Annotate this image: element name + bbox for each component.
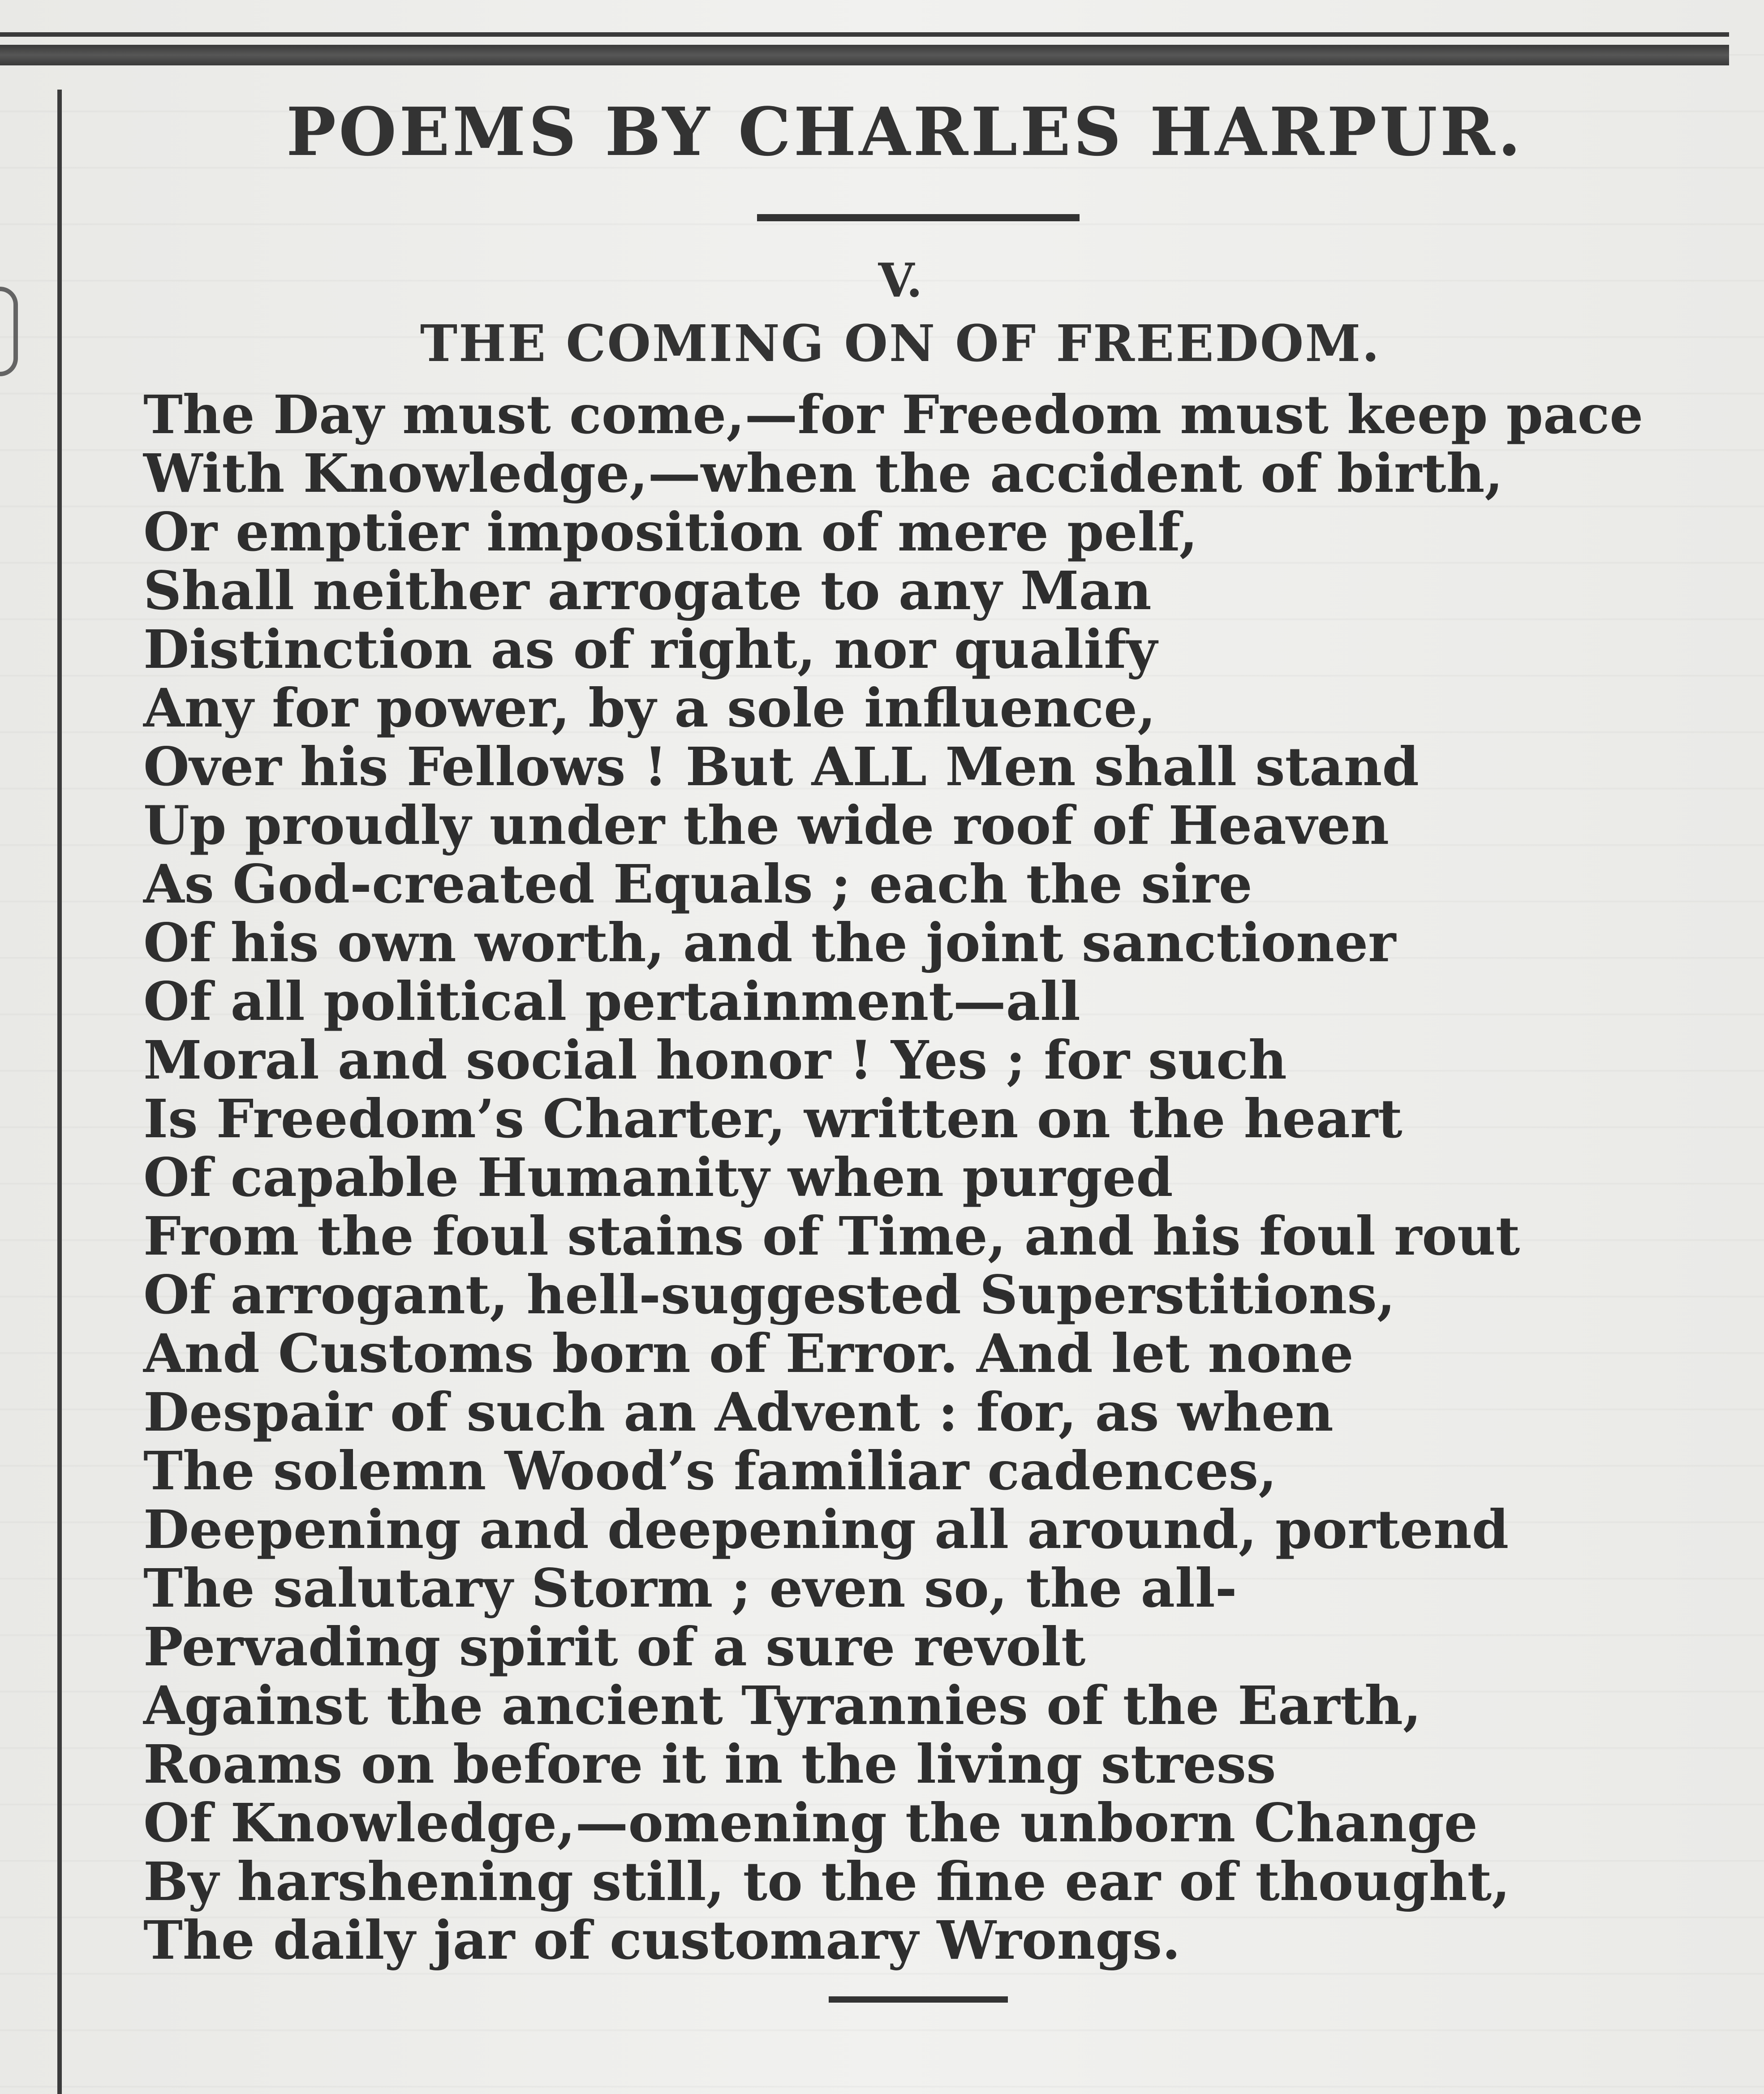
poem-line: The solemn Wood’s familiar cadences, [143,1440,1277,1502]
poem-line: As God-created Equals ; each the sire [143,853,1252,915]
poem-line: From the foul stains of Time, and his foul rout [143,1205,1520,1267]
column-rule [57,90,62,2094]
article [116,93,1684,2003]
poem-number: V. [878,253,923,308]
poem-line: Moral and social honor ! Yes ; for such [143,1029,1287,1091]
poem-line: Shall neither arrogate to any Man [143,559,1152,622]
top-rule-thin [0,32,1729,37]
poem-line: Deepening and deepening all around, portend [143,1498,1509,1561]
poem-line: Of his own worth, and the joint sanctioner [143,912,1396,974]
page-title: POEMS BY CHARLES HARPUR. [286,93,1524,171]
poem-line: With Knowledge,—when the accident of birth, [143,442,1503,504]
poem-line: Against the ancient Tyrannies of the Earth, [143,1674,1421,1737]
poem-line: Roams on before it in the living stress [143,1733,1276,1795]
poem-line: Is Freedom’s Charter, written on the heart [143,1088,1403,1150]
poem-title: THE COMING ON OF FREEDOM. [420,314,1381,373]
poem-line: Any for power, by a sole influence, [143,677,1156,739]
end-divider [829,1996,1008,2003]
poem-line: And Customs born of Error. And let none [143,1322,1354,1385]
poem-line: The daily jar of customary Wrongs. [143,1909,1181,1971]
poem-line: Pervading spirit of a sure revolt [143,1616,1086,1678]
title-divider [757,214,1080,221]
poem-line: Of arrogant, hell-suggested Superstitions, [143,1264,1395,1326]
top-rule-thick [0,45,1729,65]
poem-line: The Day must come,—for Freedom must keep pace [143,383,1644,446]
poem-line: Up proudly under the wide roof of Heaven [143,794,1390,856]
poem-line: Of all political pertainment—all [143,970,1080,1032]
poem-line: Of capable Humanity when purged [143,1146,1173,1208]
poem-line: Of Knowledge,—omening the unborn Change [143,1792,1478,1854]
poem-body [143,385,1684,1969]
poem-line: Distinction as of right, nor qualify [143,618,1157,680]
poem-line: Despair of such an Advent : for, as when [143,1381,1334,1443]
poem-line: The salutary Storm ; even so, the all- [143,1557,1237,1619]
poem-line: Over his Fellows ! But ALL Men shall stand [143,735,1419,798]
edge-bracket-mark [0,287,18,376]
poem-line: Or emptier imposition of mere pelf, [143,501,1198,563]
poem-line: By harshening still, to the fine ear of thought, [143,1850,1510,1913]
